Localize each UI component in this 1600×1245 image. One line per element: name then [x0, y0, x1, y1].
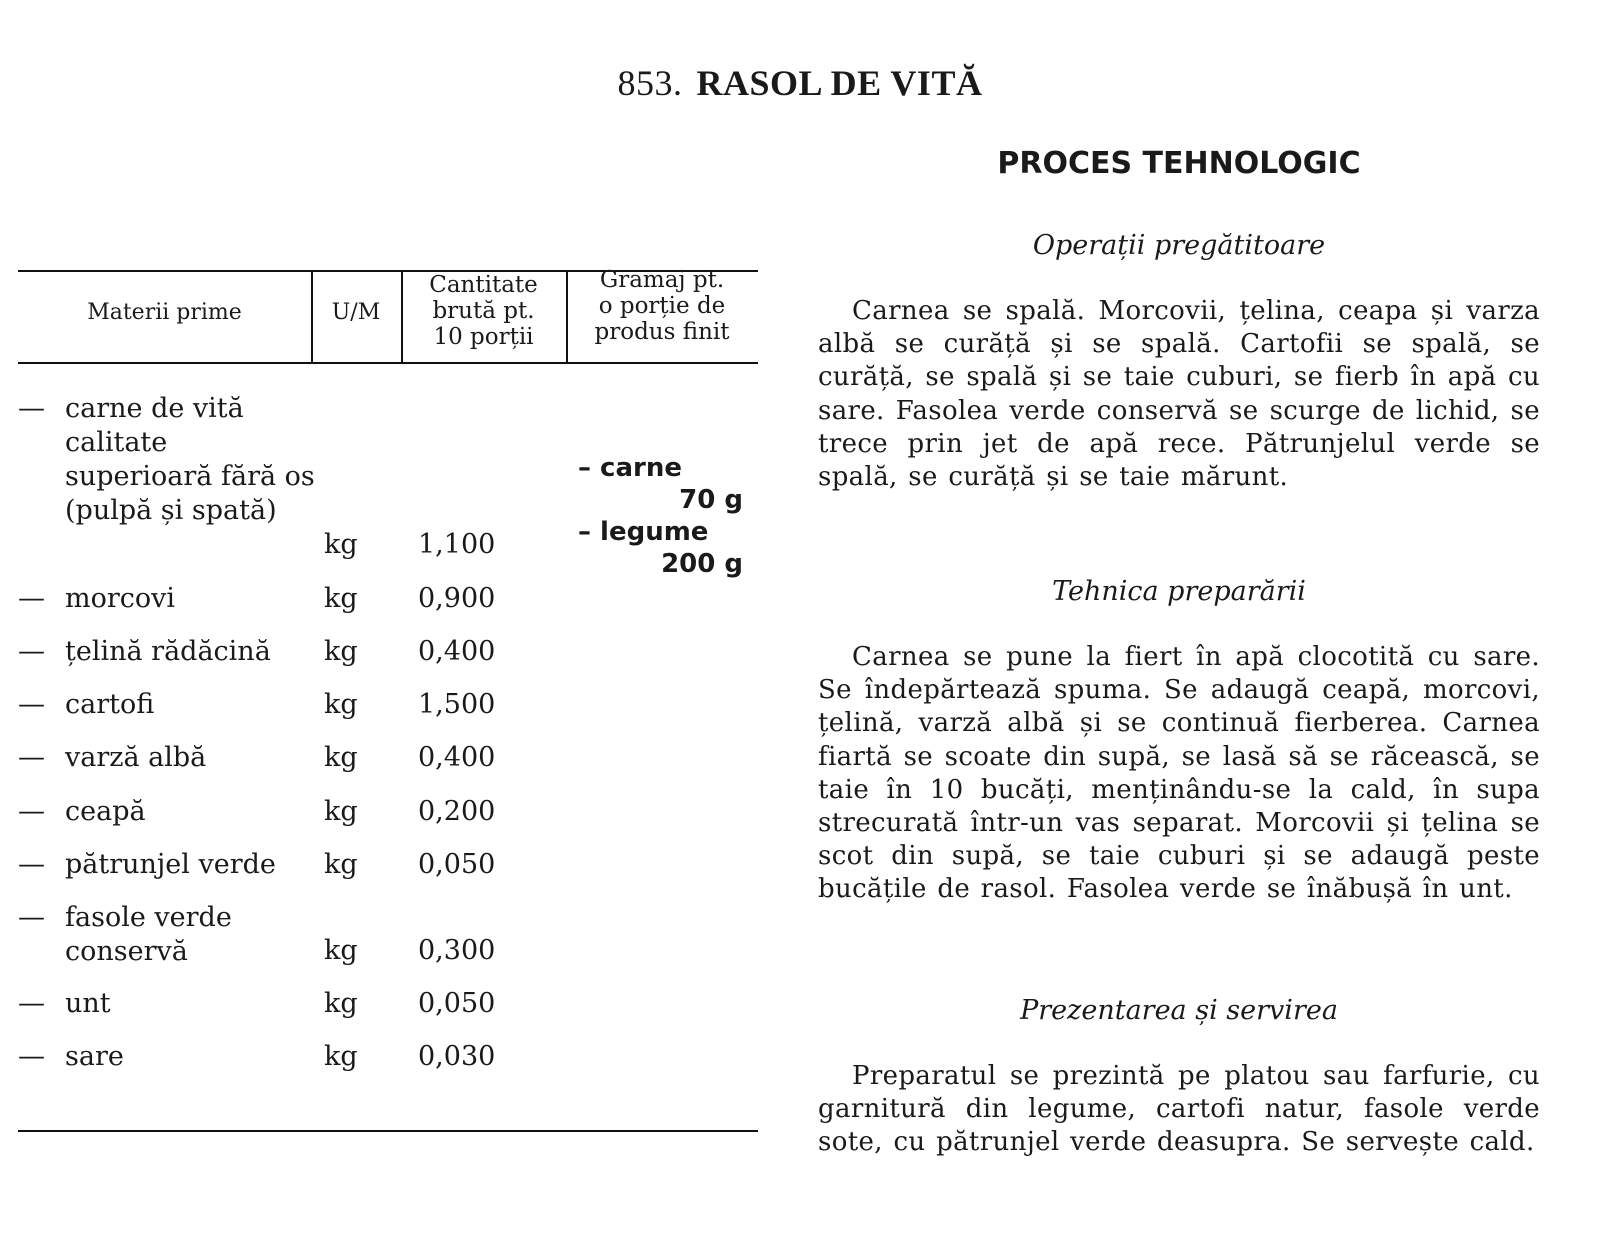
row-dash: —: [18, 689, 45, 720]
portion-value: 200 g: [661, 549, 743, 579]
row-dash: —: [18, 1041, 45, 1072]
ingredient-quantity: 0,200: [418, 796, 496, 827]
recipe-title: [0, 62, 1600, 104]
row-dash: —: [18, 742, 45, 773]
ingredient-quantity: 0,300: [418, 935, 496, 966]
portion-label: – carne: [578, 453, 682, 483]
row-dash: —: [18, 902, 45, 933]
ingredient-quantity: 0,050: [418, 988, 496, 1019]
ingredient-name: varză albă: [65, 742, 207, 773]
ingredient-unit: kg: [324, 1041, 358, 1072]
header-gramaj: [566, 267, 758, 345]
ingredient-name: cartofi: [65, 689, 155, 720]
ingredient-unit: kg: [324, 849, 358, 880]
header-line: brută pt.: [432, 298, 535, 324]
ingredient-unit: kg: [324, 742, 358, 773]
row-dash: —: [18, 988, 45, 1019]
section-paragraph: Carnea se spală. Morcovii, țelina, ceapa și varza albă se curăță și se spală. Cartofii se spală, se curăță, se spală și se taie cuburi, se fierb în apă cu sare. Fasolea verde conservă se scurge de lichid, se trece prin jet de apă rece. Pătrunjelul verde se spală, se curăță și se taie mărunt.: [818, 296, 1540, 493]
ingredient-name: ceapă: [65, 796, 146, 827]
section-heading: Prezentarea și servirea: [1020, 995, 1338, 1026]
header-materii-prime: Materii prime: [87, 300, 242, 325]
section-heading: Operații pregătitoare: [1032, 230, 1326, 261]
ingredient-quantity: 1,100: [418, 529, 496, 560]
row-dash: —: [18, 583, 45, 614]
ingredient-quantity: 0,050: [418, 849, 496, 880]
ingredients-table: [18, 262, 758, 1142]
ingredient-name: țelină rădăcină: [65, 636, 271, 667]
ingredient-unit: kg: [324, 529, 358, 560]
header-line: o porție de: [598, 293, 726, 319]
row-dash: —: [18, 796, 45, 827]
header-line: Cantitate: [429, 272, 538, 298]
header-line: Gramaj pt.: [599, 267, 725, 293]
ingredient-name: sare: [65, 1041, 124, 1072]
ingredient-name: carne de vită calitate superioară fără os (pulpă și spată): [65, 393, 315, 526]
row-dash: —: [18, 636, 45, 667]
header-um: U/M: [331, 300, 381, 325]
header-line: 10 porții: [433, 324, 534, 350]
portion-weights: [578, 452, 743, 580]
section-heading: Tehnica preparării: [1052, 576, 1306, 607]
process-title: PROCES TEHNOLOGIC: [997, 146, 1361, 181]
ingredient-unit: kg: [324, 988, 358, 1019]
ingredient-name: unt: [65, 988, 111, 1019]
ingredient-unit: kg: [324, 935, 358, 966]
ingredient-unit: kg: [324, 636, 358, 667]
ingredient-quantity: 0,900: [418, 583, 496, 614]
portion-label: – legume: [578, 517, 709, 547]
ingredient-name: pătrunjel verde: [65, 849, 276, 880]
section-paragraph: Carnea se pune la fiert în apă clocotită cu sare. Se îndepărtează spuma. Se adaugă ceapă, morcovi, țelină, varză albă și se continuă fierberea. Carnea fiartă se scoate din supă, se lasă să se răcească, se taie în 10 bucăți, menținându-se la cald, în supa strecurată într-un vas separat. Morcovii și țelina se scot din supă, se taie cuburi și se adaugă peste bucățile de rasol. Fasolea verde se înăbușă în unt.: [818, 642, 1540, 905]
ingredient-quantity: 0,400: [418, 742, 496, 773]
table-bottom-rule: [18, 1130, 758, 1132]
section-paragraph: Preparatul se prezintă pe platou sau farfurie, cu garnitură din legume, cartofi natur, fasole verde sote, cu pătrunjel verde deasupra. Se servește cald.: [818, 1061, 1540, 1158]
row-dash: —: [18, 393, 45, 424]
ingredient-name: fasole verde conservă: [65, 902, 232, 967]
header-cantitate: [401, 272, 566, 350]
ingredient-unit: kg: [324, 796, 358, 827]
ingredient-quantity: 1,500: [418, 689, 496, 720]
portion-value: 70 g: [679, 485, 743, 515]
table-header-rule: [18, 362, 758, 364]
recipe-name: RASOL DE VITĂ: [696, 63, 983, 103]
ingredient-quantity: 0,400: [418, 636, 496, 667]
recipe-number: 853.: [617, 63, 683, 103]
ingredient-quantity: 0,030: [418, 1041, 496, 1072]
ingredient-name: morcovi: [65, 583, 176, 614]
ingredient-unit: kg: [324, 689, 358, 720]
ingredient-unit: kg: [324, 583, 358, 614]
row-dash: —: [18, 849, 45, 880]
header-line: produs finit: [594, 319, 730, 345]
